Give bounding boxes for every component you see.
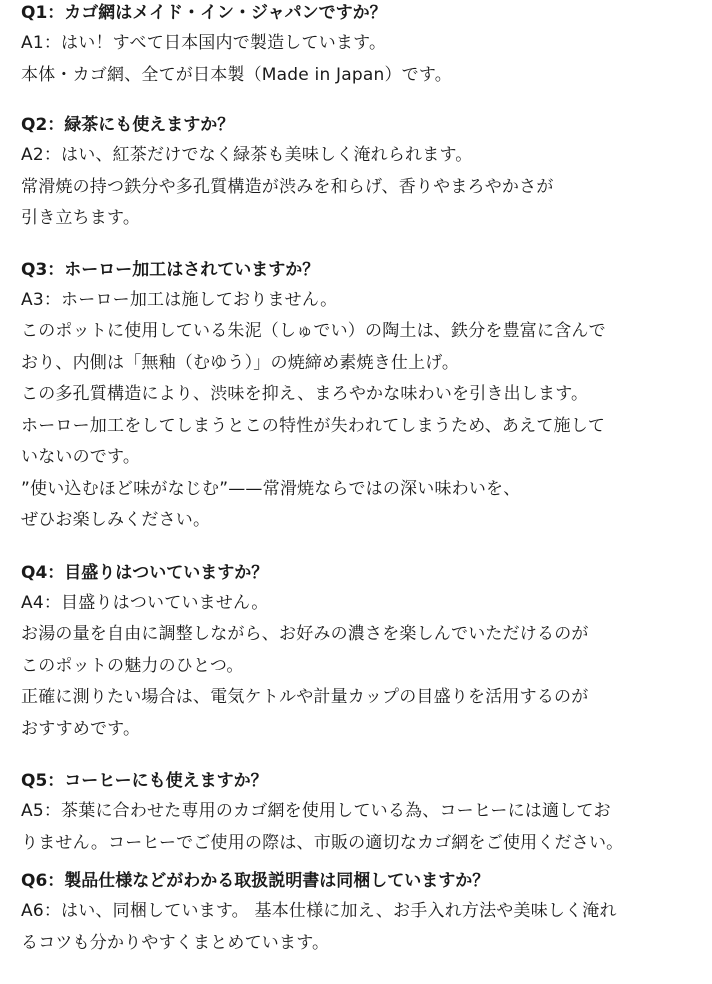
faq-answer-line: るコツも分かりやすくまとめています。: [21, 932, 330, 953]
faq-answer-line: A1：はい！すべて日本国内で製造しています。: [21, 33, 387, 53]
faq-answer-line: お湯の量を自由に調整しながら、お好みの濃さを楽しんでいただけるのが: [21, 624, 589, 644]
faq-question: Q3：ホーロー加工はされていますか？: [21, 259, 320, 280]
faq-answer-line: A3：ホーロー加工は施しておりません。: [21, 289, 338, 310]
faq-answer-line: ホーロー加工をしてしまうとこの特性が失われてしまうため、あえて施して: [21, 415, 606, 436]
faq-answer-line: いないのです。: [21, 447, 141, 467]
faq-answer-line: 正確に測りたい場合は、電気ケトルや計量カップの目盛りを活用するのが: [21, 687, 589, 707]
faq-answer-line: このポットの魅力のひとつ。: [21, 655, 244, 676]
faq-question: Q6：製品仕様などがわかる取扱説明書は同梱していますか？: [21, 871, 490, 891]
faq-question: Q4：目盛りはついていますか？: [21, 562, 269, 583]
faq-answer-line: A2：はい、紅茶だけでなく緑茶も美味しく淹れられます。: [21, 145, 473, 165]
faq-answer-line: このポットに使用している朱泥（しゅでい）の陶土は、鉄分を豊富に含んで: [21, 321, 606, 341]
faq-item: [21, 559, 696, 746]
faq-item: [21, 111, 696, 235]
faq-answer-line: 本体・カゴ網、全てが日本製（Made in Japan）です。: [21, 64, 452, 85]
faq-answer-line: おり、内側は「無釉（むゆう）」の焼締め素焼き仕上げ。: [21, 352, 460, 373]
faq-question: Q1：カゴ網はメイド・イン・ジャパンですか？: [21, 3, 387, 23]
faq-question: Q5：コーヒーにも使えますか？: [21, 771, 268, 791]
faq-answer-line: ”使い込むほど味がなじむ”——常滑焼ならではの深い味わいを、: [21, 478, 521, 499]
faq-answer-line: おすすめです。: [21, 718, 141, 739]
faq-answer-line: この多孔質構造により、渋味を抑え、まろやかな味わいを引き出します。: [21, 384, 589, 404]
faq-item: [21, 0, 696, 91]
faq-item: [21, 767, 696, 859]
faq-answer-line: 引き立ちます。: [21, 208, 141, 228]
faq-item: [21, 867, 696, 959]
faq-item: [21, 256, 696, 537]
faq-question: Q2：緑茶にも使えますか？: [21, 115, 235, 135]
faq-answer-line: ぜひお楽しみください。: [21, 510, 211, 530]
faq-answer-line: りません。コーヒーでご使用の際は、市販の適切なカゴ網をご使用ください。: [21, 832, 624, 853]
faq-answer-line: A5：茶葉に合わせた専用のカゴ網を使用している為、コーヒーには適してお: [21, 801, 611, 821]
faq-answer-line: 常滑焼の持つ鉄分や多孔質構造が渋みを和らげ、香りやまろやかさが: [21, 176, 554, 197]
faq-answer-line: A6：はい、同梱しています。 基本仕様に加え、お手入れ方法や美味しく淹れ: [21, 901, 617, 921]
faq-answer-line: A4：目盛りはついていません。: [21, 592, 269, 613]
